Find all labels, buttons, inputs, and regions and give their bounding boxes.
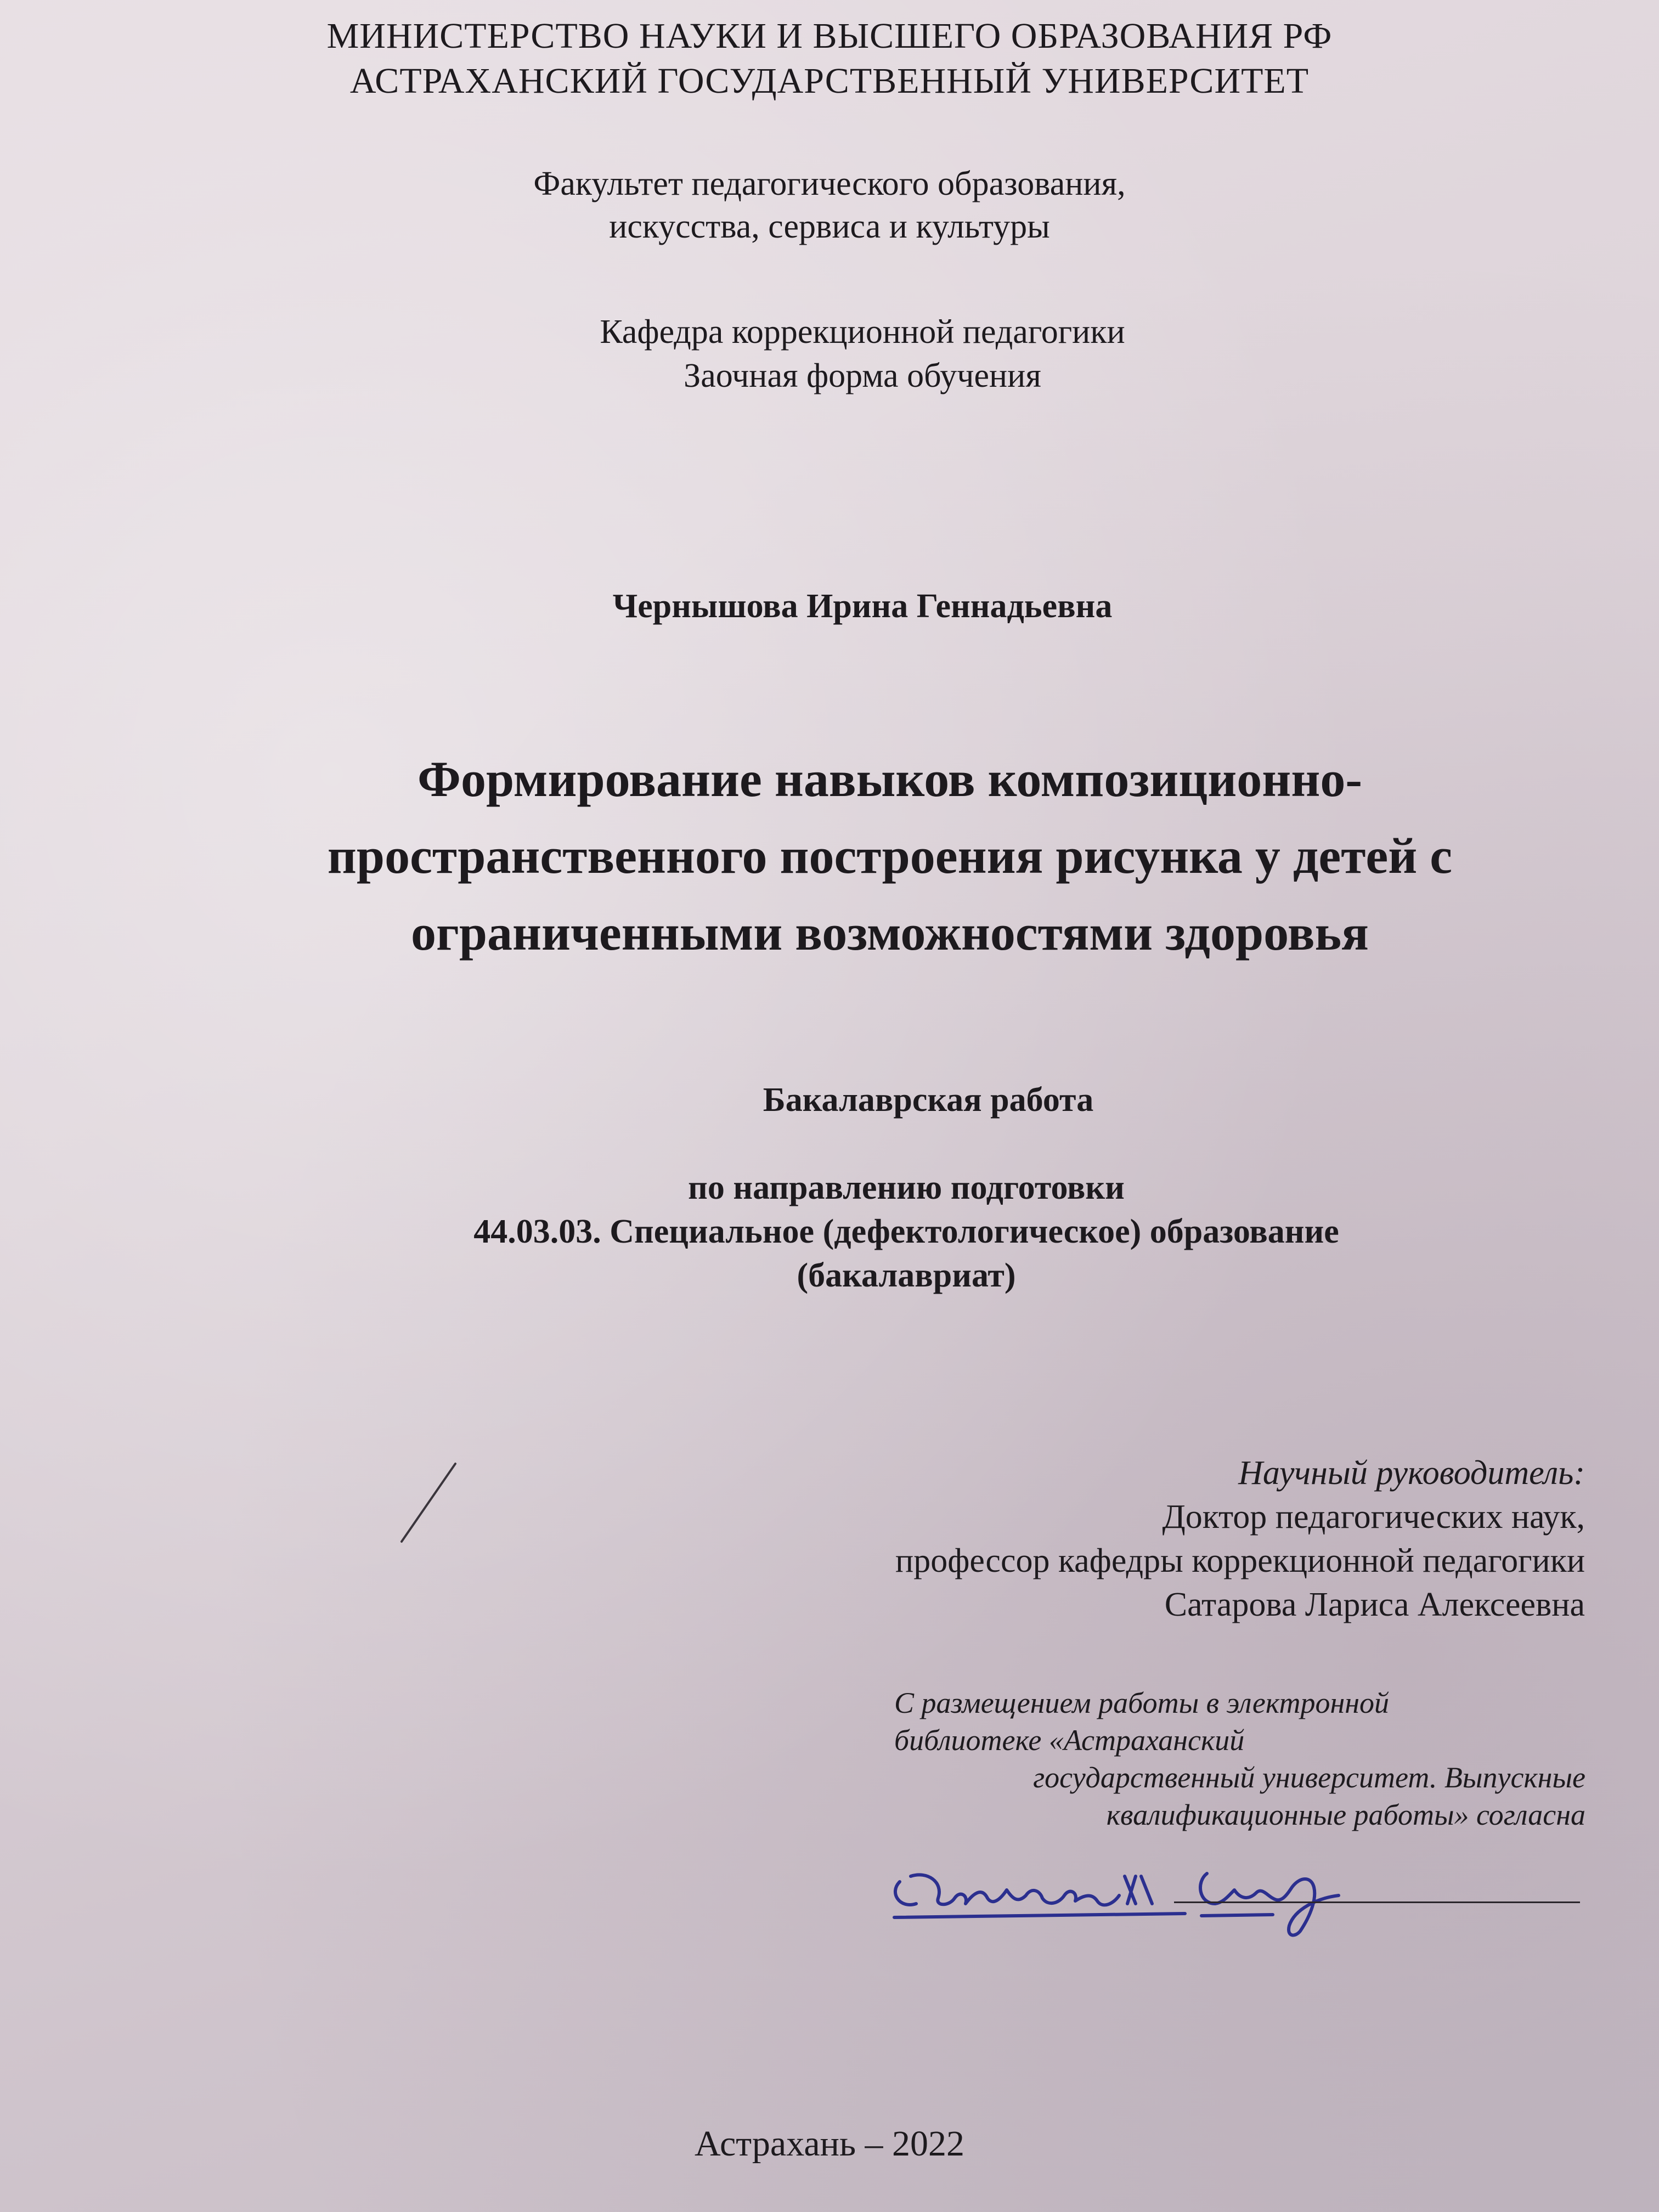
study-form: Заочная форма обучения <box>684 357 1041 394</box>
university-name: АСТРАХАНСКИЙ ГОСУДАРСТВЕННЫЙ УНИВЕРСИТЕТ <box>349 61 1310 101</box>
work-type: Бакалаврская работа <box>763 1081 1094 1119</box>
supervisor-degree: Доктор педагогических наук, <box>1162 1498 1585 1536</box>
thesis-title-line-1: Формирование навыков композиционно- <box>417 751 1362 807</box>
faculty-line-1: Факультет педагогического образования, <box>533 165 1126 202</box>
handwritten-signature <box>878 1843 1372 1942</box>
library-consent-statement <box>894 1684 1585 1833</box>
pen-stroke-mark <box>395 1459 461 1547</box>
consent-line-2: библиотеке «Астраханский <box>894 1724 1245 1757</box>
ministry-name: МИНИСТЕРСТВО НАУКИ И ВЫСШЕГО ОБРАЗОВАНИЯ РФ <box>326 16 1333 56</box>
thesis-title-line-3: ограниченными возможностями здоровья <box>411 905 1369 961</box>
author-name: Чернышова Ирина Геннадьевна <box>612 588 1113 625</box>
supervisor-position: профессор кафедры коррекционной педагогики <box>895 1542 1585 1579</box>
thesis-title-line-2: пространственного построения рисунка у детей с <box>327 828 1453 884</box>
consent-line-4: квалификационные работы» согласна <box>1106 1798 1585 1831</box>
direction-name: 44.03.03. Специальное (дефектологическое) образование <box>473 1213 1339 1250</box>
consent-line-1: С размещением работы в электронной <box>894 1686 1390 1719</box>
study-level: (бакалавриат) <box>797 1257 1016 1294</box>
show-through-text <box>165 165 1547 1920</box>
direction-label: по направлению подготовки <box>688 1169 1125 1206</box>
consent-line-3: государственный университет. Выпускные <box>1033 1761 1585 1794</box>
city-and-year: Астрахань – 2022 <box>694 2124 965 2164</box>
faculty-line-2: искусства, сервиса и культуры <box>609 208 1050 245</box>
supervisor-label: Научный руководитель: <box>1238 1454 1585 1492</box>
department-name: Кафедра коррекционной педагогики <box>600 313 1125 351</box>
supervisor-name: Сатарова Лариса Алексеевна <box>1164 1586 1585 1623</box>
signature-line <box>1174 1901 1580 1903</box>
